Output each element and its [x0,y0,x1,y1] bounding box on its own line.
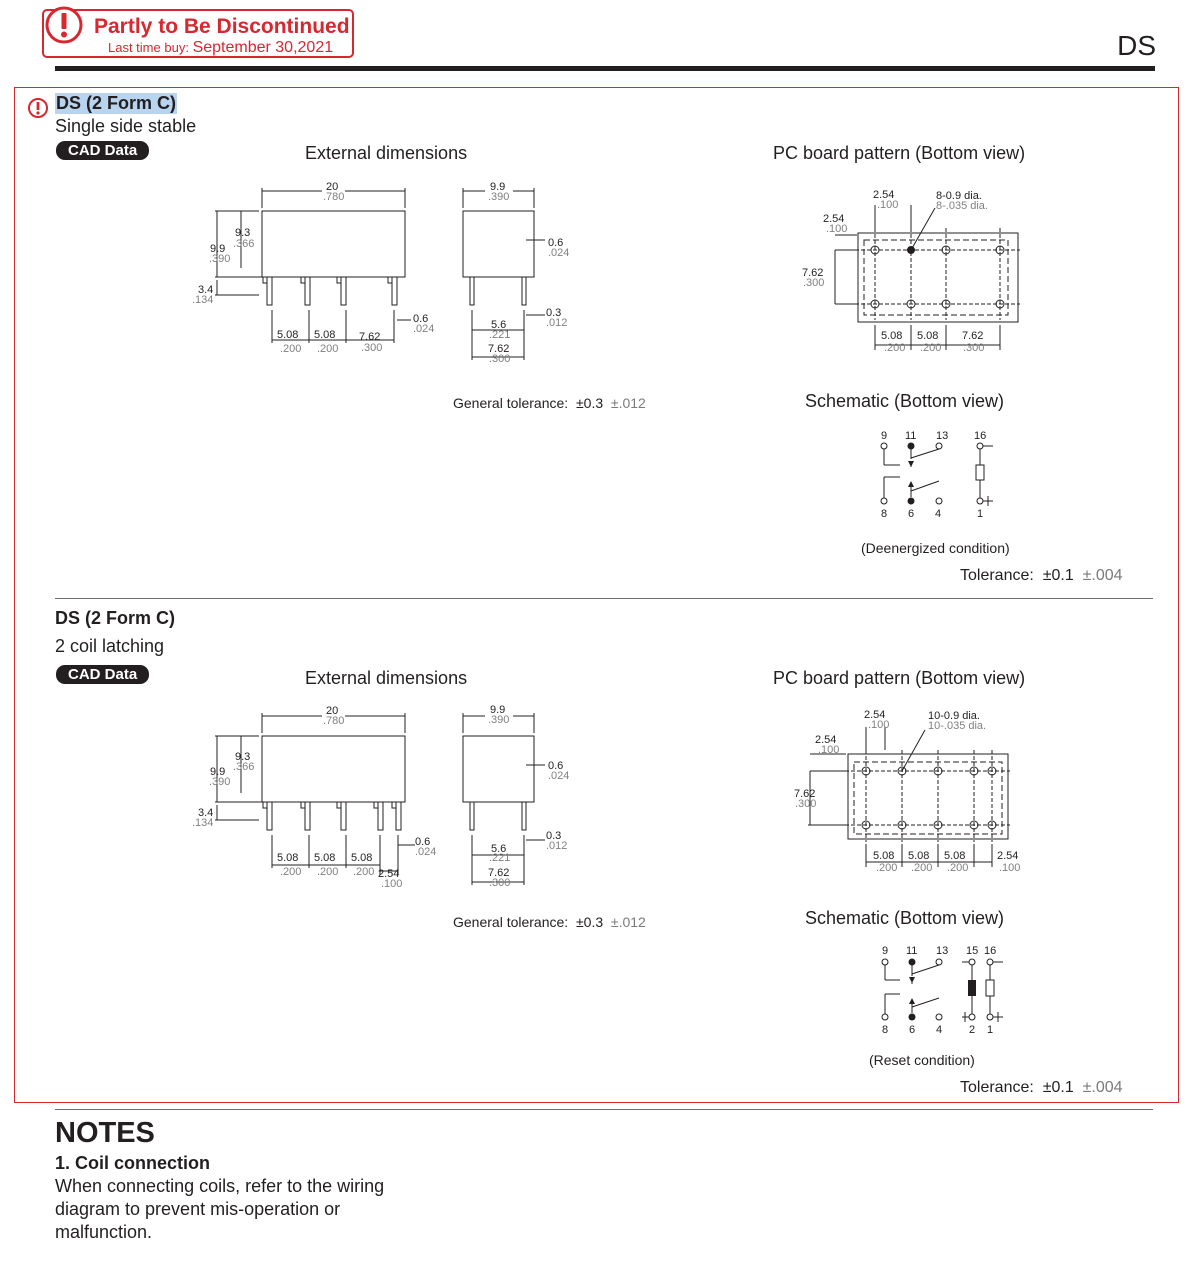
pcb-p1: 2.54 [873,189,895,201]
section-title: DS (2 Form C) [55,608,176,628]
section-divider [55,598,1153,599]
dim-pitch-a-in: .200 [280,866,302,878]
pcb-b2-in: .200 [911,862,933,874]
pin-label: 6 [908,508,915,520]
schematic-condition: (Reset condition) [869,1052,975,1068]
dim-gap-in: .300 [361,342,383,354]
pcb-rows: 7.62 [794,788,816,800]
discontinued-badge [42,9,354,58]
dim-row2-in: .300 [489,353,511,365]
pcb-pattern-drawing [790,702,1040,882]
pcb-hole: 10-0.9 dia. [928,710,980,722]
schematic-drawing [870,425,1010,525]
pcb-b1-in: .200 [884,342,906,354]
pcb-b4-in: .100 [999,862,1021,874]
dim-width-in: .390 [488,191,510,203]
pcb-rows-in: .300 [803,277,825,289]
dim-pin: 3.4 [198,807,214,819]
pin-label: 6 [909,1024,916,1036]
pcb-hole-in: 10-.035 dia. [928,720,987,732]
pcb-p2: 2.54 [815,734,837,746]
dim-row-in: .221 [489,329,511,341]
dim-pinw-in: .024 [413,323,435,335]
warning-icon [44,5,84,45]
section-subtitle: 2 coil latching [55,636,165,656]
last-buy-date: September 30,2021 [192,39,334,56]
dim-row2-in: .300 [489,877,511,889]
tolerance-in: ±.004 [1082,567,1123,584]
page-tag: DS [1117,30,1156,61]
pin-label: 13 [936,430,949,442]
dim-pitch-b: 5.08 [314,329,336,341]
last-buy-label: Last time buy: [108,40,189,55]
pcb-b4: 2.54 [997,850,1019,862]
dim-h2-in: .390 [209,776,231,788]
pin-label: 4 [936,1024,943,1036]
pcb-pattern-caption: PC board pattern (Bottom view) [773,668,1026,688]
external-dimensions-caption: External dimensions [305,143,468,163]
dim-thick-in: .012 [546,317,568,329]
external-dimensions-caption: External dimensions [305,668,468,688]
general-tolerance [453,914,646,930]
general-tolerance-mm: ±0.3 [575,395,604,411]
schematic-condition: (Deenergized condition) [861,540,1010,556]
dim-end-in: .100 [381,878,403,890]
status-title: Partly to Be Discontinued [94,15,350,38]
schematic-caption: Schematic (Bottom view) [805,391,1005,411]
dim-pitch-c: 5.08 [351,852,373,864]
dim-thick: 0.3 [546,307,562,319]
pin-label: 9 [882,945,889,957]
general-tolerance-in: ±.012 [610,914,646,930]
pcb-rows: 7.62 [802,267,824,279]
pin-label: 15 [966,945,979,957]
pcb-b3: 5.08 [944,850,966,862]
pin-label: 2 [969,1024,976,1036]
dim-thick-in: .012 [546,840,568,852]
dim-h1-in: .366 [233,761,255,773]
dim-width: 9.9 [490,704,506,716]
section-subtitle: Single side stable [55,116,197,136]
dim-width: 9.9 [490,181,506,193]
general-tolerance-mm: ±0.3 [575,914,604,930]
dim-pitch-c-in: .200 [353,866,375,878]
pin-label: 1 [987,1024,994,1036]
pcb-b3: 7.62 [962,330,984,342]
dim-pinw: 0.6 [413,313,429,325]
section-title: DS (2 Form C) [56,93,177,113]
dim-pitch-a-in: .200 [280,343,302,355]
dim-pin-in: .134 [192,817,214,829]
pin-label: 8 [881,508,888,520]
external-dimensions-drawing [185,170,585,370]
dim-row: 5.6 [491,319,507,331]
pin-label: 11 [906,945,918,957]
general-tolerance [453,395,646,411]
dim-side-pin-in: .024 [548,247,570,259]
dim-h1: 9.3 [235,751,251,763]
pin-label: 11 [905,430,917,442]
dim-h2: 9.9 [210,766,226,778]
dim-length-in: .780 [323,191,345,203]
dim-thick: 0.3 [546,830,562,842]
pin-label: 13 [936,945,949,957]
dim-pitch-a: 5.08 [277,329,299,341]
last-buy [108,39,333,57]
cad-data-button[interactable]: CAD Data [56,141,149,160]
pcb-p1: 2.54 [864,709,886,721]
dim-length: 20 [326,705,339,717]
schematic-caption: Schematic (Bottom view) [805,908,1005,928]
pin-label: 16 [974,430,987,442]
dim-h1-in: .366 [233,238,255,250]
notes-title: NOTES [55,1117,155,1149]
dim-pitch-b-in: .200 [317,866,339,878]
pcb-p1-in: .100 [868,719,890,731]
tolerance [960,1079,1123,1097]
dim-end: 2.54 [378,868,400,880]
pcb-b2: 5.08 [917,330,939,342]
dim-side-pin-in: .024 [548,770,570,782]
dim-row2: 7.62 [488,867,510,879]
dim-h2: 9.9 [210,243,226,255]
pcb-hole: 8-0.9 dia. [936,190,982,202]
schematic-drawing [870,940,1020,1040]
pcb-rows-in: .300 [795,798,817,810]
pcb-b1: 5.08 [881,330,903,342]
pcb-hole-in: 8-.035 dia. [936,200,988,212]
dim-side-pin: 0.6 [548,237,564,249]
tolerance-mm: ±0.1 [1042,567,1074,584]
dim-length-in: .780 [323,715,345,727]
dim-row2: 7.62 [488,343,510,355]
pcb-b2: 5.08 [908,850,930,862]
pin-label: 8 [882,1024,889,1036]
pcb-p2-in: .100 [818,744,840,756]
notes-body: When connecting coils, refer to the wiring diagram to prevent mis-operation or malfunction. [55,1176,385,1242]
dim-side-pin: 0.6 [548,760,564,772]
tolerance-label: Tolerance: [960,567,1034,584]
general-tolerance-label: General tolerance: [453,914,569,930]
dim-pitch-b: 5.08 [314,852,336,864]
pcb-pattern-caption: PC board pattern (Bottom view) [773,143,1026,163]
pcb-b1-in: .200 [876,862,898,874]
tolerance [960,567,1123,585]
cad-data-button[interactable]: CAD Data [56,665,149,684]
pin-label: 9 [881,430,888,442]
tolerance-mm: ±0.1 [1042,1079,1074,1096]
dim-gap: 7.62 [359,331,381,343]
pcb-b1: 5.08 [873,850,895,862]
dim-pinw-in: .024 [415,846,437,858]
tolerance-in: ±.004 [1082,1079,1123,1096]
pcb-p2: 2.54 [823,213,845,225]
pcb-p1-in: .100 [877,199,899,211]
dim-width-in: .390 [488,714,510,726]
dim-pinw: 0.6 [415,836,431,848]
dim-length: 20 [326,181,339,193]
dim-row-in: .221 [489,852,511,864]
pin-label: 1 [977,508,984,520]
dim-row: 5.6 [491,843,507,855]
pcb-b3-in: .200 [947,862,969,874]
pcb-p2-in: .100 [826,223,848,235]
pin-label: 4 [935,508,942,520]
warning-icon [27,97,49,119]
header-rule [55,66,1155,71]
external-dimensions-drawing [185,695,585,895]
tolerance-label: Tolerance: [960,1079,1034,1096]
dim-pin-in: .134 [192,294,214,306]
section-divider [55,1109,1153,1110]
notes-heading: 1. Coil connection [55,1153,211,1173]
general-tolerance-in: ±.012 [610,395,646,411]
dim-pitch-a: 5.08 [277,852,299,864]
pin-label: 16 [984,945,997,957]
dim-h1: 9.3 [235,227,251,239]
pcb-pattern-drawing [795,180,1035,360]
general-tolerance-label: General tolerance: [453,395,569,411]
dim-pitch-b-in: .200 [317,343,339,355]
dim-pin: 3.4 [198,284,214,296]
pcb-b2-in: .200 [920,342,942,354]
dim-h2-in: .390 [209,253,231,265]
pcb-b3-in: .300 [963,342,985,354]
